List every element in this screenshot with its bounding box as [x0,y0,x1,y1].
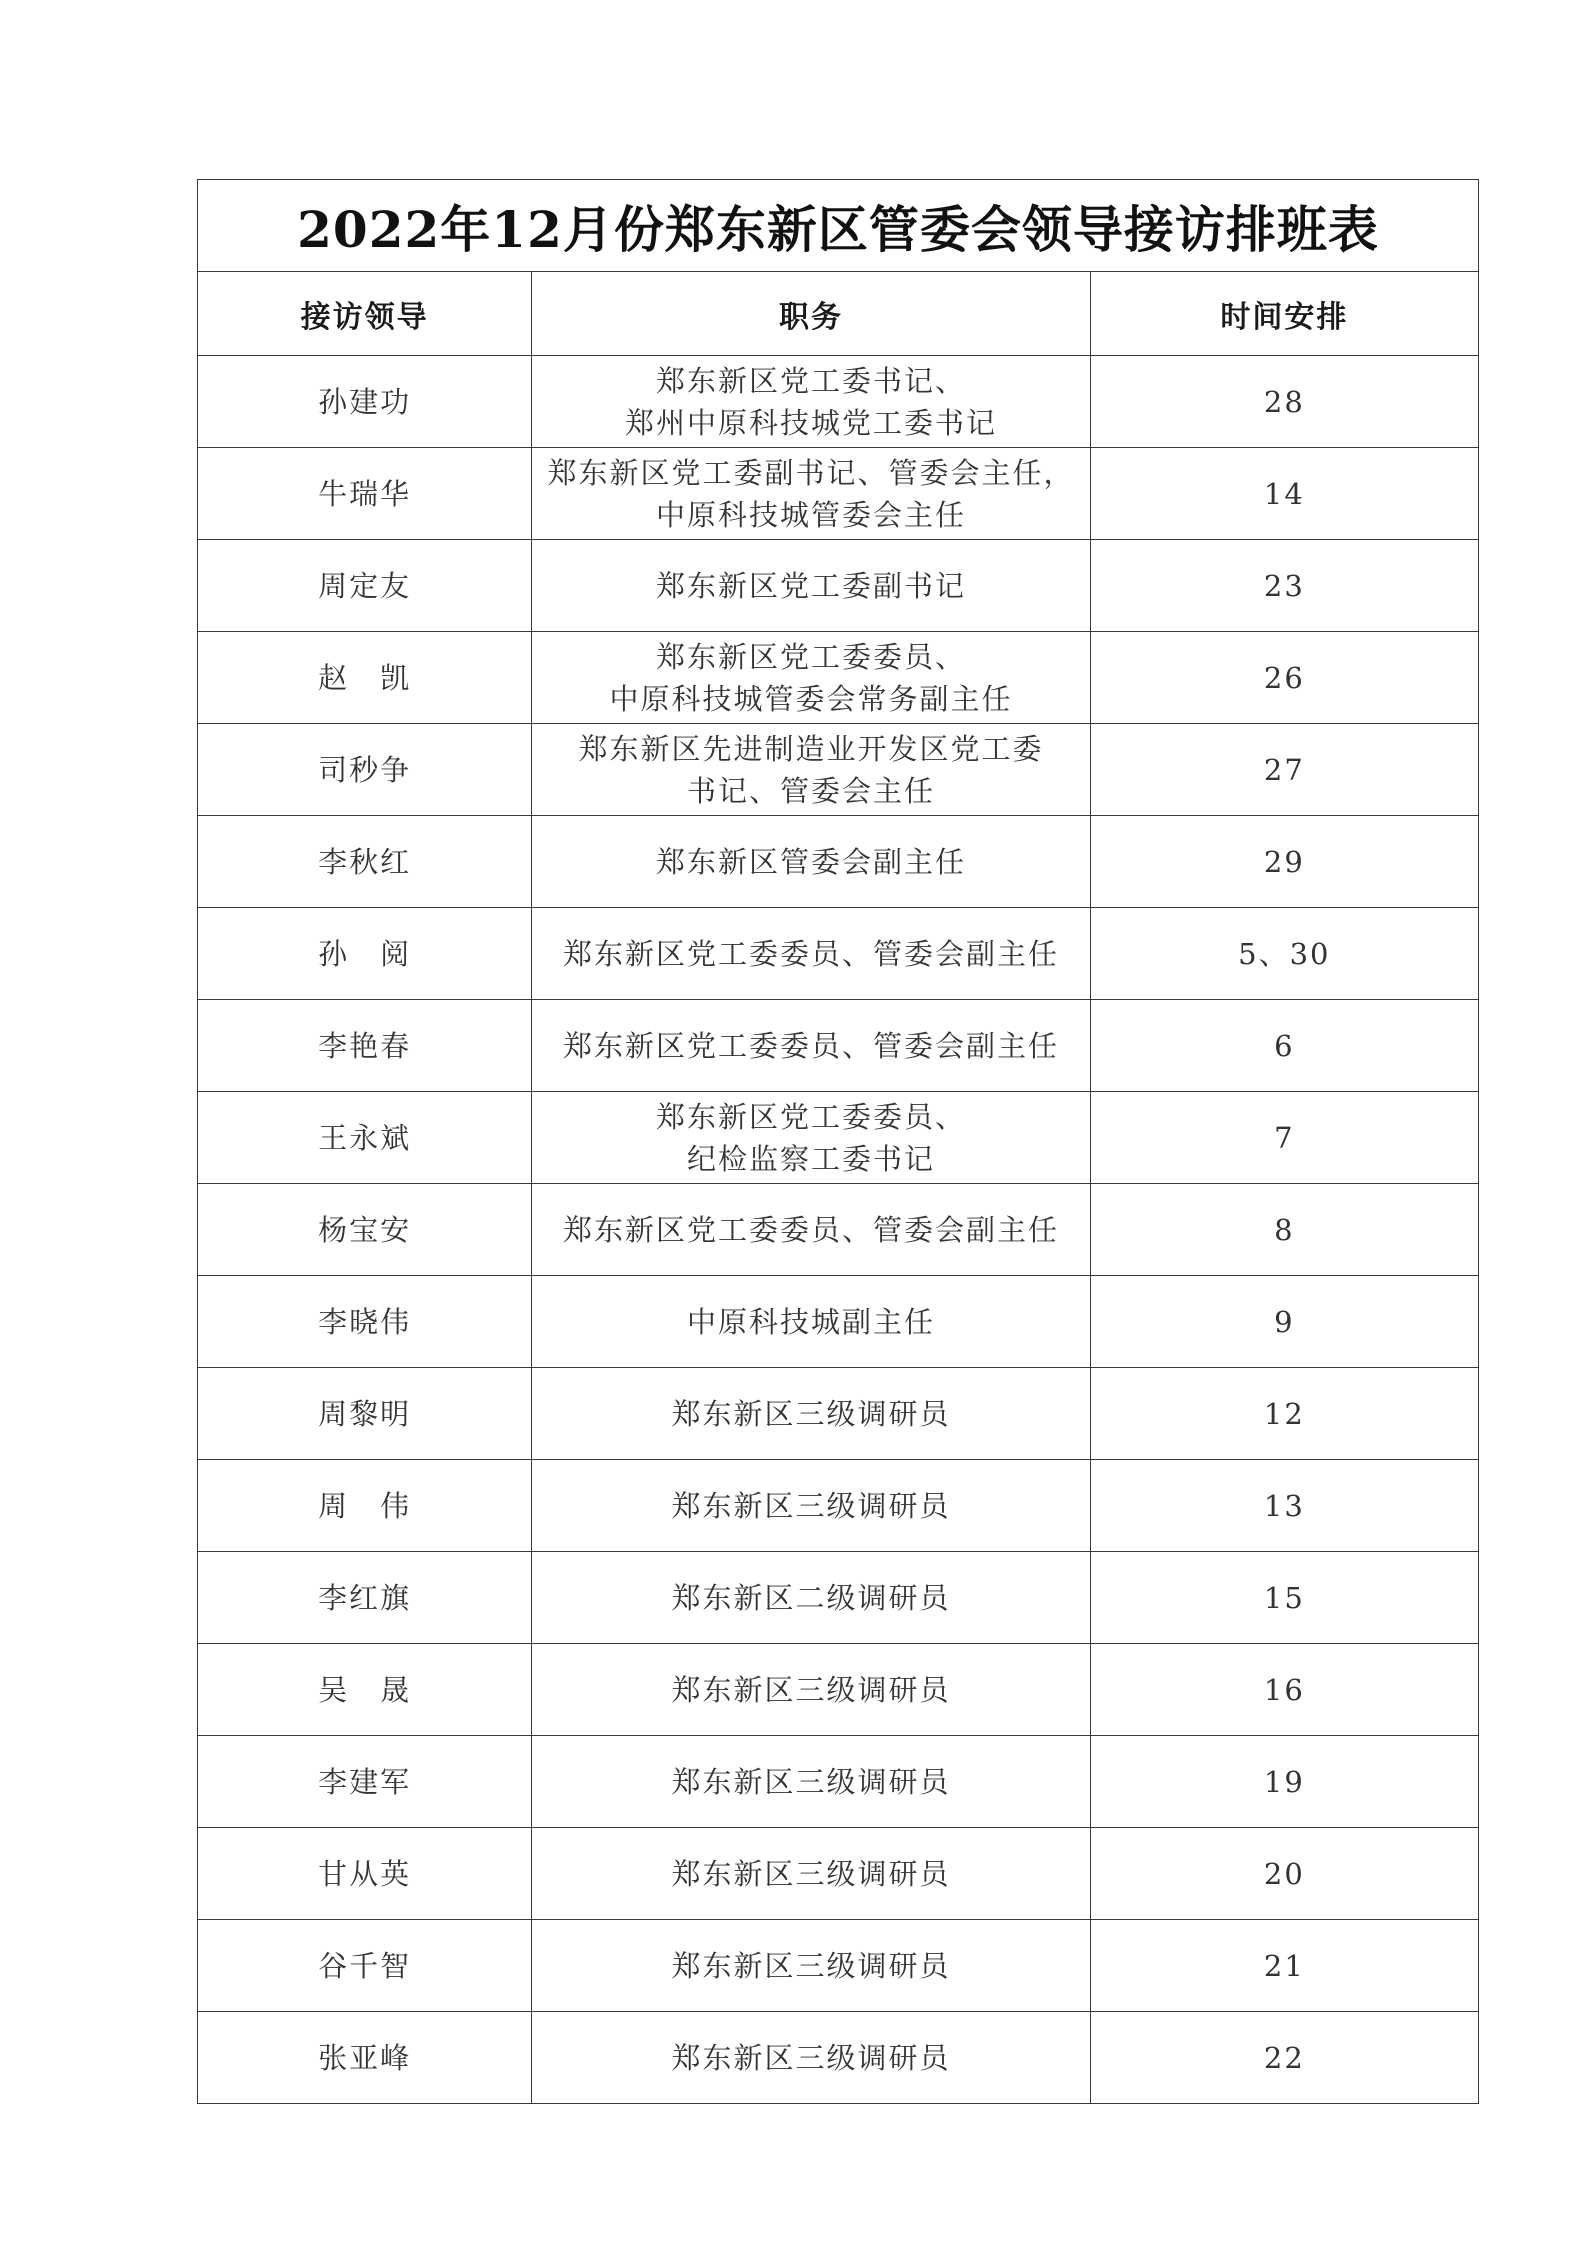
leader-name-cell: 李秋红 [198,816,532,908]
header-schedule: 时间安排 [1090,272,1478,356]
position-line: 郑东新区党工委副书记 [655,568,966,603]
schedule-date-cell: 9 [1090,1276,1478,1368]
position-cell [532,1828,1090,1920]
position-cell [532,1368,1090,1460]
position-cell [532,356,1090,448]
position-line: 中原科技城副主任 [686,1304,935,1339]
leader-name-cell: 张亚峰 [198,2012,532,2104]
table-row [198,448,1479,540]
schedule-date-cell: 19 [1090,1736,1478,1828]
position-cell [532,1184,1090,1276]
position-line: 纪检监察工委书记 [686,1141,935,1176]
schedule-date-cell: 27 [1090,724,1478,816]
schedule-date-cell: 21 [1090,1920,1478,2012]
schedule-date-cell: 8 [1090,1184,1478,1276]
leader-name-cell: 李红旗 [198,1552,532,1644]
position-cell [532,540,1090,632]
position-line: 郑东新区三级调研员 [671,1488,951,1523]
leader-name-cell: 李晓伟 [198,1276,532,1368]
leader-name-cell: 谷千智 [198,1920,532,2012]
position-cell [532,816,1090,908]
position-cell [532,1552,1090,1644]
leader-name-cell: 周定友 [198,540,532,632]
schedule-date-cell: 23 [1090,540,1478,632]
position-line: 郑东新区先进制造业开发区党工委 [578,731,1044,766]
leader-name-cell: 司秒争 [198,724,532,816]
schedule-date-cell: 6 [1090,1000,1478,1092]
position-cell [532,1920,1090,2012]
table-row [198,1368,1479,1460]
leader-name-cell: 周黎明 [198,1368,532,1460]
table-row [198,1920,1479,2012]
position-line: 郑东新区三级调研员 [671,1948,951,1983]
position-cell [532,1092,1090,1184]
position-line: 郑东新区党工委委员、管委会副主任 [562,1212,1059,1247]
schedule-date-cell: 5、30 [1090,908,1478,1000]
position-line: 郑东新区党工委副书记、管委会主任， [547,455,1075,490]
position-line: 郑东新区党工委书记、 [655,363,966,398]
table-row [198,1736,1479,1828]
leader-name-cell: 孙建功 [198,356,532,448]
table-row [198,1552,1479,1644]
schedule-date-cell: 20 [1090,1828,1478,1920]
table-row [198,1184,1479,1276]
table-row [198,908,1479,1000]
leader-name-cell: 李艳春 [198,1000,532,1092]
position-line: 郑东新区三级调研员 [671,1396,951,1431]
schedule-date-cell: 12 [1090,1368,1478,1460]
table-title: 2022年12月份郑东新区管委会领导接访排班表 [198,180,1479,272]
table-row [198,1276,1479,1368]
position-line: 郑东新区党工委委员、管委会副主任 [562,1028,1059,1063]
position-cell [532,1644,1090,1736]
position-cell [532,724,1090,816]
schedule-date-cell: 22 [1090,2012,1478,2104]
position-line: 书记、管委会主任 [686,773,935,808]
position-line: 中原科技城管委会主任 [655,497,966,532]
position-line: 郑东新区管委会副主任 [655,844,966,879]
table-row [198,632,1479,724]
schedule-date-cell: 7 [1090,1092,1478,1184]
leader-name-cell: 甘从英 [198,1828,532,1920]
schedule-date-cell: 13 [1090,1460,1478,1552]
position-line: 郑东新区党工委委员、 [655,1099,966,1134]
position-cell [532,1000,1090,1092]
table-row [198,1000,1479,1092]
schedule-date-cell: 29 [1090,816,1478,908]
table-row [198,1828,1479,1920]
position-line: 郑东新区三级调研员 [671,1672,951,1707]
position-line: 郑州中原科技城党工委书记 [624,405,997,440]
schedule-date-cell: 14 [1090,448,1478,540]
position-cell [532,1276,1090,1368]
position-line: 郑东新区党工委委员、管委会副主任 [562,936,1059,971]
position-cell [532,1736,1090,1828]
table-row [198,1092,1479,1184]
position-cell [532,2012,1090,2104]
position-line: 中原科技城管委会常务副主任 [609,681,1013,716]
header-position: 职务 [532,272,1090,356]
table-row [198,816,1479,908]
position-cell [532,908,1090,1000]
leader-name-cell: 杨宝安 [198,1184,532,1276]
header-row [198,272,1479,356]
leader-name-cell: 王永斌 [198,1092,532,1184]
duty-schedule-table [197,179,1479,2104]
leader-name-cell: 牛瑞华 [198,448,532,540]
leader-name-cell: 周 伟 [198,1460,532,1552]
title-row [198,180,1479,272]
schedule-date-cell: 15 [1090,1552,1478,1644]
table-row [198,540,1479,632]
table-row [198,2012,1479,2104]
table-body [198,356,1479,2104]
leader-name-cell: 李建军 [198,1736,532,1828]
table-row [198,1460,1479,1552]
position-cell [532,632,1090,724]
position-cell [532,1460,1090,1552]
position-cell [532,448,1090,540]
table-row [198,724,1479,816]
position-line: 郑东新区二级调研员 [671,1580,951,1615]
position-line: 郑东新区三级调研员 [671,2040,951,2075]
position-line: 郑东新区党工委委员、 [655,639,966,674]
table-row [198,356,1479,448]
leader-name-cell: 孙 阅 [198,908,532,1000]
table-row [198,1644,1479,1736]
schedule-date-cell: 16 [1090,1644,1478,1736]
schedule-date-cell: 26 [1090,632,1478,724]
leader-name-cell: 吴 晟 [198,1644,532,1736]
leader-name-cell: 赵 凯 [198,632,532,724]
position-line: 郑东新区三级调研员 [671,1764,951,1799]
header-leader: 接访领导 [198,272,532,356]
schedule-date-cell: 28 [1090,356,1478,448]
position-line: 郑东新区三级调研员 [671,1856,951,1891]
